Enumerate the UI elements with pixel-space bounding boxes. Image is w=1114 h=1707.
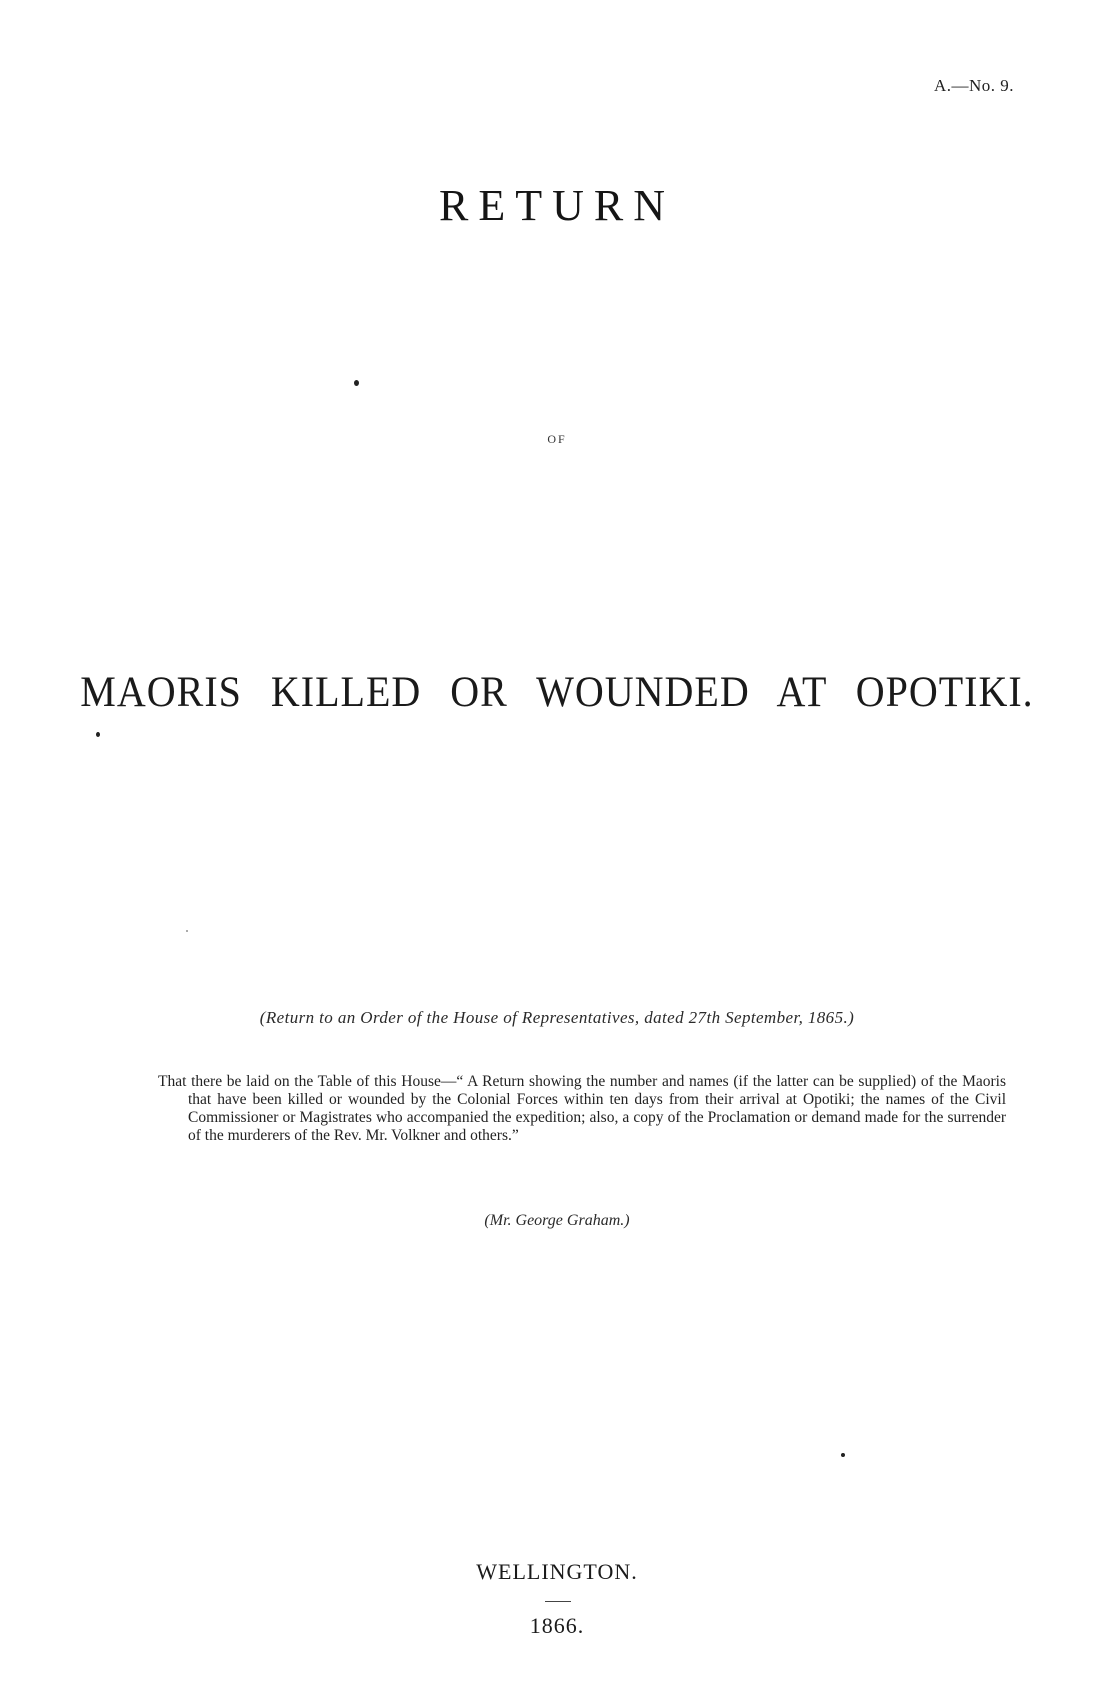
document-reference: A.—No. 9. [933, 76, 1014, 95]
print-speck [841, 1453, 845, 1457]
document-subtitle: MAORIS KILLED OR WOUNDED AT OPOTIKI. [80, 667, 1034, 716]
mover-name: (Mr. George Graham.) [484, 1212, 630, 1229]
print-speck [354, 380, 359, 386]
imprint-year: 1866. [529, 1613, 585, 1638]
print-speck [186, 930, 188, 932]
document-title: RETURN [439, 181, 675, 230]
order-reference: (Return to an Order of the House of Representatives, dated 27th September, 1865.) [259, 1008, 855, 1027]
imprint-place: WELLINGTON. [476, 1559, 638, 1584]
motion-text: That there be laid on the Table of this House—“ A Return showing the number and names (if the latter can be supplied) of the Maoris that have been killed or wounded by the Colonial Forces within ten days from their arrival at Opotiki; the names of the Civil Commissioner or Magistrates who accompanied the expedition; also, a copy of the Proclamation or demand made for the surrender of the murderers of the Rev. Mr. Volkner and others.” [158, 1073, 1006, 1144]
title-connector: OF [547, 432, 567, 446]
imprint-rule [545, 1601, 571, 1602]
print-speck [96, 732, 100, 737]
